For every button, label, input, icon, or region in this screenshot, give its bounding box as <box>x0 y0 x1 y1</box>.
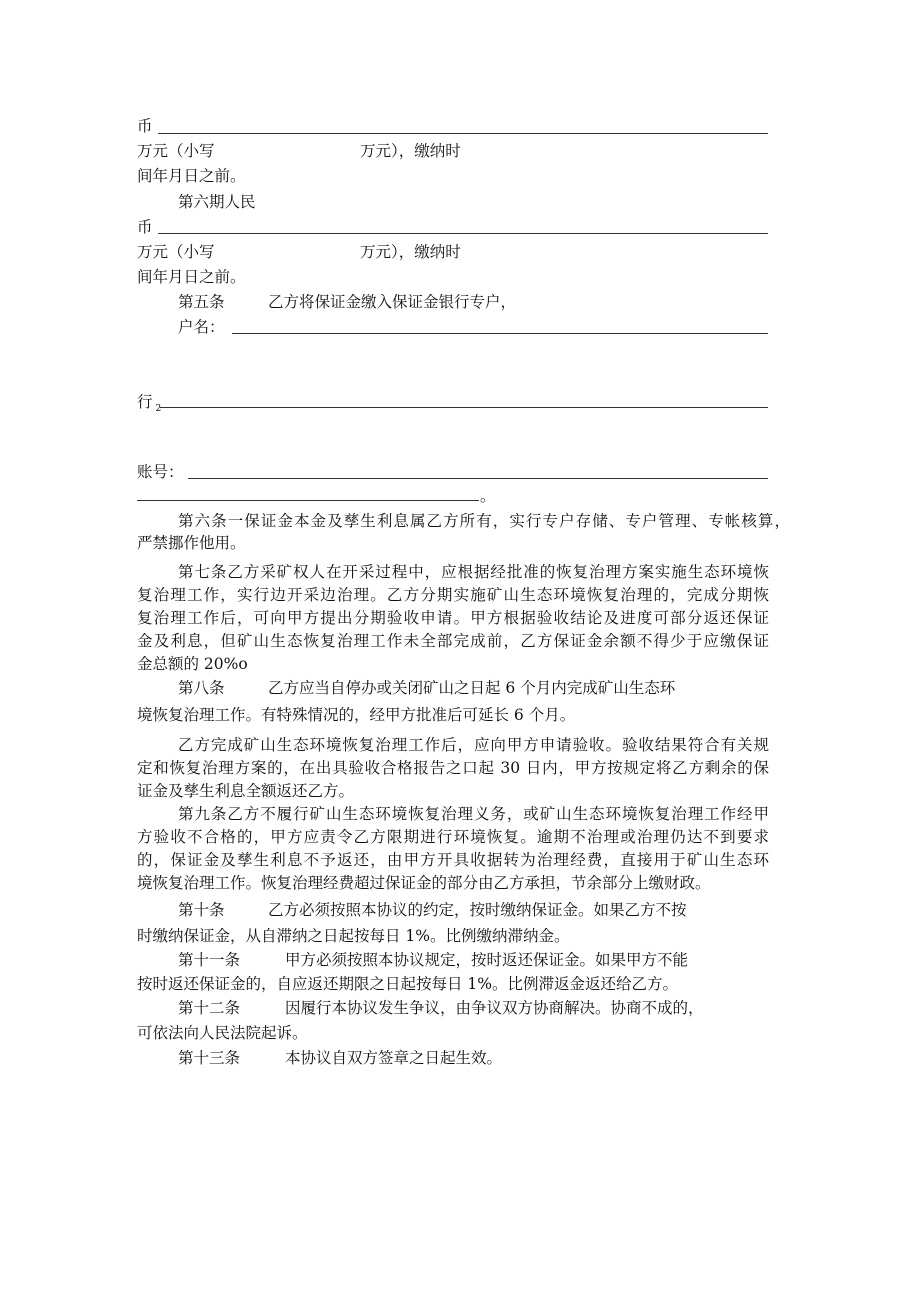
currency-label-1: 币 <box>137 117 153 135</box>
article-6-line-1: 第六条一保证金本金及孳生利息属乙方所有，实行专户存储、专户管理、专帐核算， <box>178 512 790 530</box>
sixth-installment-label: 第六期人民 <box>178 193 256 211</box>
article-13-number: 第十三条 <box>178 1049 241 1067</box>
article-12-number: 第十二条 <box>178 999 241 1017</box>
article-7-line-1: 第七条乙方采矿权人在开采过程中，应根据经批准的恢复治理方案实施生态环境恢 <box>178 563 769 581</box>
amount-fill-line-1 <box>158 133 768 134</box>
article-7-line-3: 复治理工作后，可向甲方提出分期验收申请。甲方根据验收结论及进度可部分返还保证 <box>137 609 769 627</box>
article-5-number: 第五条 <box>178 293 225 311</box>
deadline-line-2: 间年月日之前。 <box>137 268 246 286</box>
article-11-line-1: 甲方必须按照本协议规定，按时返还保证金。如果甲方不能 <box>285 951 689 969</box>
amount-fill-line-2 <box>158 233 768 234</box>
bank-label-subscript: 2 <box>155 404 162 415</box>
article-9-line-2: 方验收不合格的，甲方应责令乙方限期进行环境恢复。逾期不治理或治理仍达不到要求 <box>137 828 769 846</box>
article-7-line-2: 复治理工作，实行边开采边治理。乙方分期实施矿山生态环境恢复治理的，完成分期恢 <box>137 586 769 604</box>
article-10-line-2: 时缴纳保证金，从自滞纳之日起按每日 1%。比例缴纳滞纳金。 <box>137 927 570 945</box>
article-10-line-1: 乙方必须按照本协议的约定，按时缴纳保证金。如果乙方不按 <box>268 901 687 919</box>
bank-label <box>137 392 161 419</box>
deadline-line-1: 间年月日之前。 <box>137 167 246 185</box>
article-7-line-4: 金及利息，但矿山生态恢复治理工作未全部完成前，乙方保证金余额不得少于应缴保证 <box>137 632 769 650</box>
article-8-number: 第八条 <box>178 679 225 697</box>
bank-label-text: 行 <box>137 393 153 411</box>
currency-label-2: 币 <box>137 218 153 236</box>
article-10-number: 第十条 <box>178 901 225 919</box>
acceptance-line-2: 定和恢复治理方案的，在出具验收合格报告之口起 30 日内，甲方按规定将乙方剩余的保 <box>137 759 769 777</box>
article-8-line-1: 乙方应当自停办或关闭矿山之日起 6 个月内完成矿山生态环 <box>268 679 676 697</box>
article-12-line-1: 因履行本协议发生争议，由争议双方协商解决。协商不成的， <box>285 999 704 1017</box>
article-12-line-2: 可依法向人民法院起诉。 <box>137 1024 308 1042</box>
article-11-line-2: 按时返还保证金的，自应返还期限之日起按每日 1%。比例滞返金返还给乙方。 <box>137 975 679 993</box>
article-6-line-2: 严禁挪作他用。 <box>137 534 246 552</box>
amount-line-1a: 万元（小写 <box>137 142 215 160</box>
account-number-fill-line-2 <box>137 500 479 501</box>
account-number-end-mark: 。 <box>480 487 496 505</box>
article-7-line-5: 金总额的 20%o <box>137 655 248 673</box>
account-number-fill-line <box>188 478 768 479</box>
amount-line-2b: 万元），缴纳时 <box>360 243 461 261</box>
article-5-text: 乙方将保证金缴入保证金银行专户， <box>268 293 517 311</box>
article-11-number: 第十一条 <box>178 951 241 969</box>
article-9-line-1: 第九条乙方不履行矿山生态环境恢复治理义务，或矿山生态环境恢复治理工作经甲 <box>178 805 769 823</box>
article-8-line-2: 境恢复治理工作。有特殊情况的，经甲方批准后可延长 6 个月。 <box>137 706 576 724</box>
amount-line-1b: 万元），缴纳时 <box>360 142 461 160</box>
account-name-fill-line <box>232 333 768 334</box>
acceptance-line-1: 乙方完成矿山生态环境恢复治理工作后，应向甲方申请验收。验收结果符合有关规 <box>178 736 769 754</box>
article-9-line-3: 的，保证金及孳生利息不予返还，由甲方开具收据转为治理经费，直接用于矿山生态环 <box>137 851 769 869</box>
bank-fill-line <box>160 407 768 408</box>
amount-line-2a: 万元（小写 <box>137 243 215 261</box>
account-name-label: 户名： <box>178 318 225 336</box>
article-13-text: 本协议自双方签章之日起生效。 <box>285 1049 503 1067</box>
article-9-line-4: 境恢复治理工作。恢复治理经费超过保证金的部分由乙方承担，节余部分上缴财政。 <box>137 874 711 892</box>
acceptance-line-3: 证金及孳生利息全额返还乙方。 <box>137 782 355 800</box>
account-number-label: 账号： <box>137 463 184 481</box>
